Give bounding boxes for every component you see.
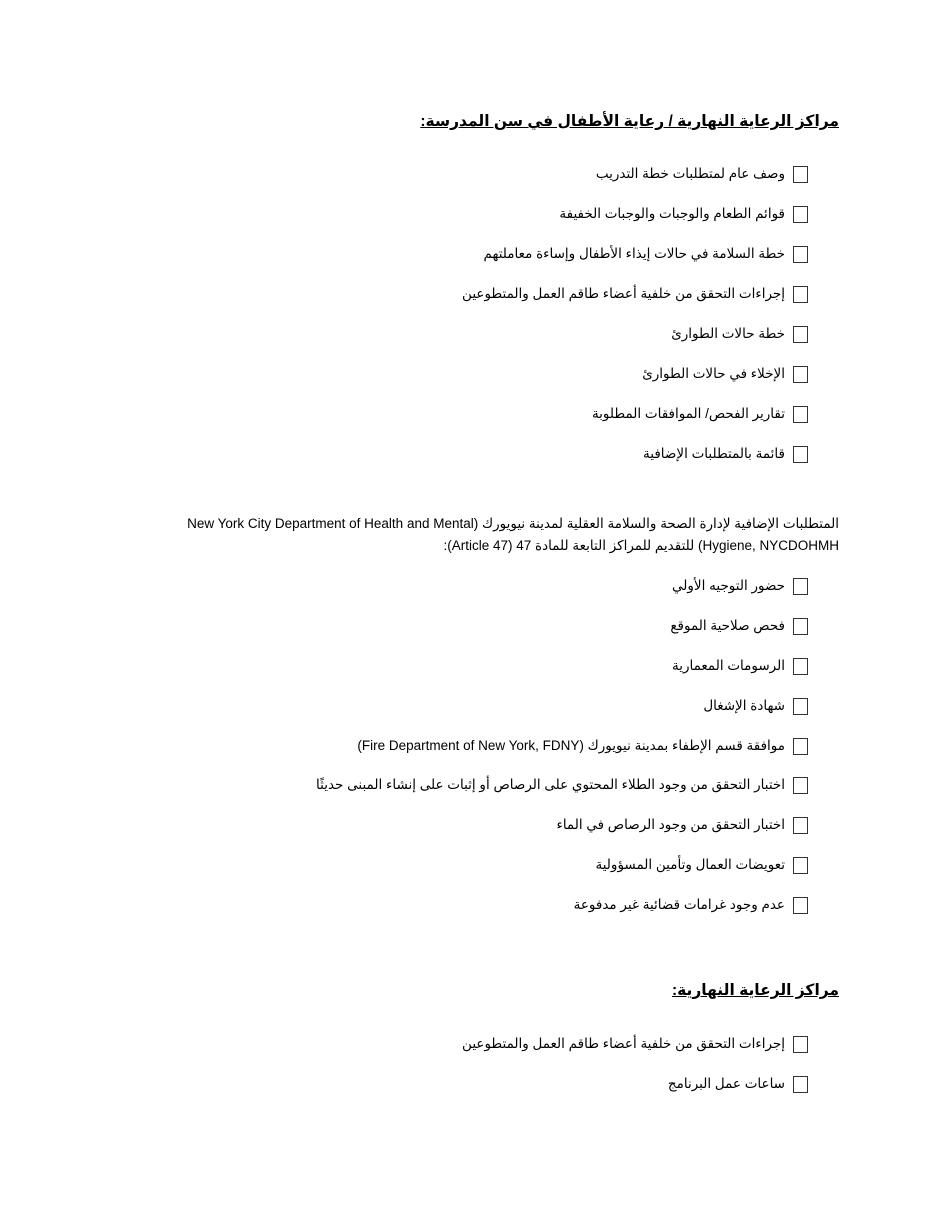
checklist-label: موافقة قسم الإطفاء بمدينة نيويورك (Fire Department of New York, FDNY) — [357, 738, 785, 753]
checklist-item — [556, 814, 808, 836]
checklist-label: حضور التوجيه الأولي — [672, 578, 785, 593]
checklist-item — [672, 655, 808, 677]
checklist-label: قائمة بالمتطلبات الإضافية — [643, 446, 785, 461]
checkbox[interactable] — [793, 857, 808, 874]
checklist-item — [316, 774, 808, 796]
checkbox[interactable] — [793, 206, 808, 223]
checklist-item — [596, 163, 808, 185]
checklist-label: الرسومات المعمارية — [671, 658, 785, 673]
checkbox[interactable] — [793, 658, 808, 675]
checklist-label: وصف عام لمتطلبات خطة التدريب — [595, 166, 785, 181]
checkbox[interactable] — [793, 1036, 808, 1053]
checklist-item — [483, 243, 808, 265]
checklist-item — [592, 403, 808, 425]
checklist-item — [670, 615, 808, 637]
checklist-label: شهادة الإشغال — [703, 698, 785, 713]
checkbox[interactable] — [793, 446, 808, 463]
checklist-item — [672, 575, 808, 597]
checklist-label: اختبار التحقق من وجود الطلاء المحتوي على الرصاص أو إثبات على إنشاء المبنى حديثًا — [316, 777, 785, 792]
section-heading-daycare-school-age: مراكز الرعاية النهارية / رعاية الأطفال في سن المدرسة: — [420, 113, 839, 130]
checkbox[interactable] — [793, 246, 808, 263]
checklist-label: تقارير الفحص/ الموافقات المطلوبة — [591, 406, 785, 421]
checklist-item — [703, 695, 808, 717]
checklist-item — [671, 323, 808, 345]
checkbox[interactable] — [793, 578, 808, 595]
checklist-label: فحص صلاحية الموقع — [670, 618, 785, 633]
checklist-item — [668, 1073, 808, 1095]
checkbox[interactable] — [793, 1076, 808, 1093]
checkbox[interactable] — [793, 618, 808, 635]
checklist-item — [596, 854, 809, 876]
section-heading-daycare: مراكز الرعاية النهارية: — [671, 982, 839, 999]
checklist-label: إجراءات التحقق من خلفية أعضاء طاقم العمل والمتطوعين — [462, 286, 785, 301]
checkbox[interactable] — [793, 366, 808, 383]
checkbox[interactable] — [793, 698, 808, 715]
checklist-label: خطة السلامة في حالات إيذاء الأطفال وإساءة معاملتهم — [483, 246, 785, 261]
checklist-label: قوائم الطعام والوجبات والوجبات الخفيفة — [559, 206, 785, 221]
checkbox[interactable] — [793, 166, 808, 183]
checklist-label: ساعات عمل البرنامج — [667, 1076, 785, 1091]
checklist-label: تعويضات العمال وتأمين المسؤولية — [595, 857, 785, 872]
checkbox[interactable] — [793, 406, 808, 423]
checklist-item — [357, 735, 808, 757]
checklist-label: إجراءات التحقق من خلفية أعضاء طاقم العمل والمتطوعين — [462, 1036, 785, 1051]
checkbox[interactable] — [793, 817, 808, 834]
checkbox[interactable] — [793, 286, 808, 303]
checklist-item — [643, 443, 808, 465]
intro-line-2: Hygiene, NYCDOHMH) للتقديم للمراكز التابعة للمادة 47 (Article 47): — [443, 538, 839, 553]
checkbox[interactable] — [793, 326, 808, 343]
intro-line-1: المتطلبات الإضافية لإدارة الصحة والسلامة العقلية لمدينة نيويورك (New York City Department of Health and Mental — [187, 516, 839, 531]
checkbox[interactable] — [793, 897, 808, 914]
checklist-item — [559, 203, 808, 225]
checklist-item — [574, 894, 808, 916]
checkbox[interactable] — [793, 777, 808, 794]
nycdohmh-requirements-intro — [139, 513, 839, 557]
checkbox[interactable] — [793, 738, 808, 755]
checklist-item — [642, 363, 808, 385]
checklist-label: الإخلاء في حالات الطوارئ — [642, 366, 785, 381]
checklist-item — [462, 1033, 808, 1055]
checklist-label: عدم وجود غرامات قضائية غير مدفوعة — [573, 897, 785, 912]
checklist-label: خطة حالات الطوارئ — [671, 326, 785, 341]
checklist-label: اختبار التحقق من وجود الرصاص في الماء — [556, 817, 785, 832]
checklist-item — [462, 283, 808, 305]
